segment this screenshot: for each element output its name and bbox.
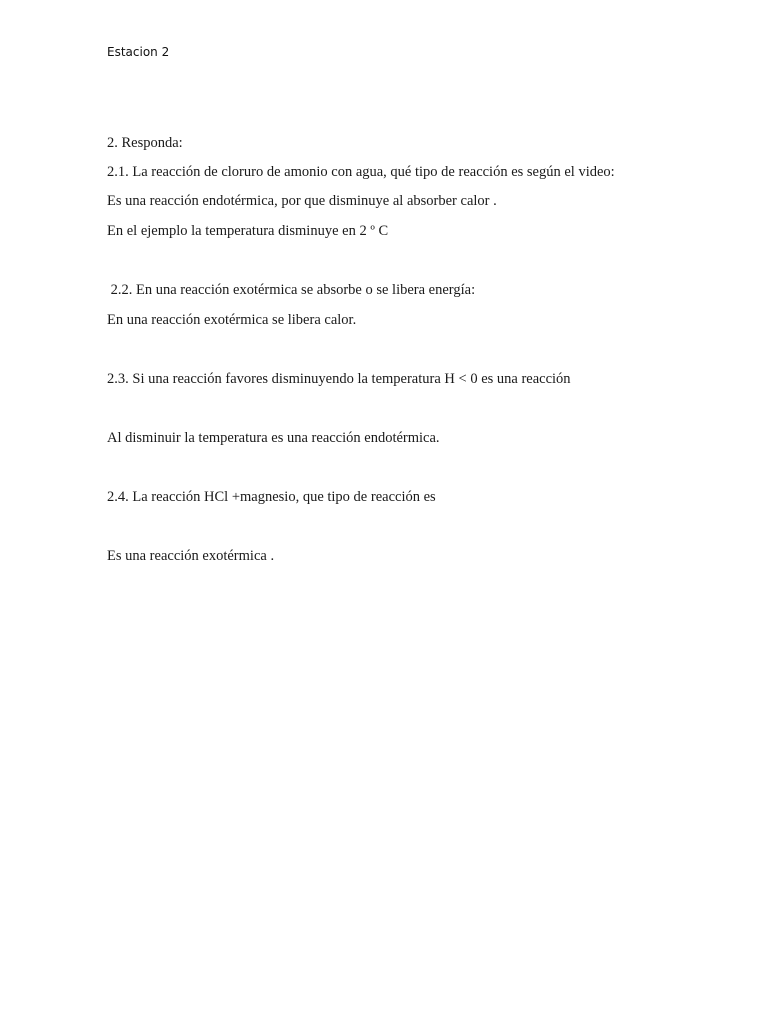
question-2-3: 2.3. Si una reacción favores disminuyendo la temperatura H < 0 es una reacción — [107, 371, 571, 387]
answer-2-1-b: En el ejemplo la temperatura disminuye en 2 º C — [107, 223, 389, 239]
answer-2-2: En una reacción exotérmica se libera calor. — [107, 312, 357, 328]
answer-2-3: Al disminuir la temperatura es una reacción endotérmica. — [107, 430, 440, 446]
question-2-4: 2.4. La reacción HCl +magnesio, que tipo de reacción es — [107, 489, 436, 505]
answer-2-4: Es una reacción exotérmica . — [107, 548, 275, 564]
question-2-1: 2.1. La reacción de cloruro de amonio con agua, qué tipo de reacción es según el video: — [107, 164, 615, 180]
question-2-2: 2.2. En una reacción exotérmica se absorbe o se libera energía: — [107, 282, 476, 298]
answer-2-1-a: Es una reacción endotérmica, por que disminuye al absorber calor . — [107, 193, 497, 209]
document-header: Estacion 2 — [107, 45, 170, 59]
question-heading: 2. Responda: — [107, 135, 183, 151]
